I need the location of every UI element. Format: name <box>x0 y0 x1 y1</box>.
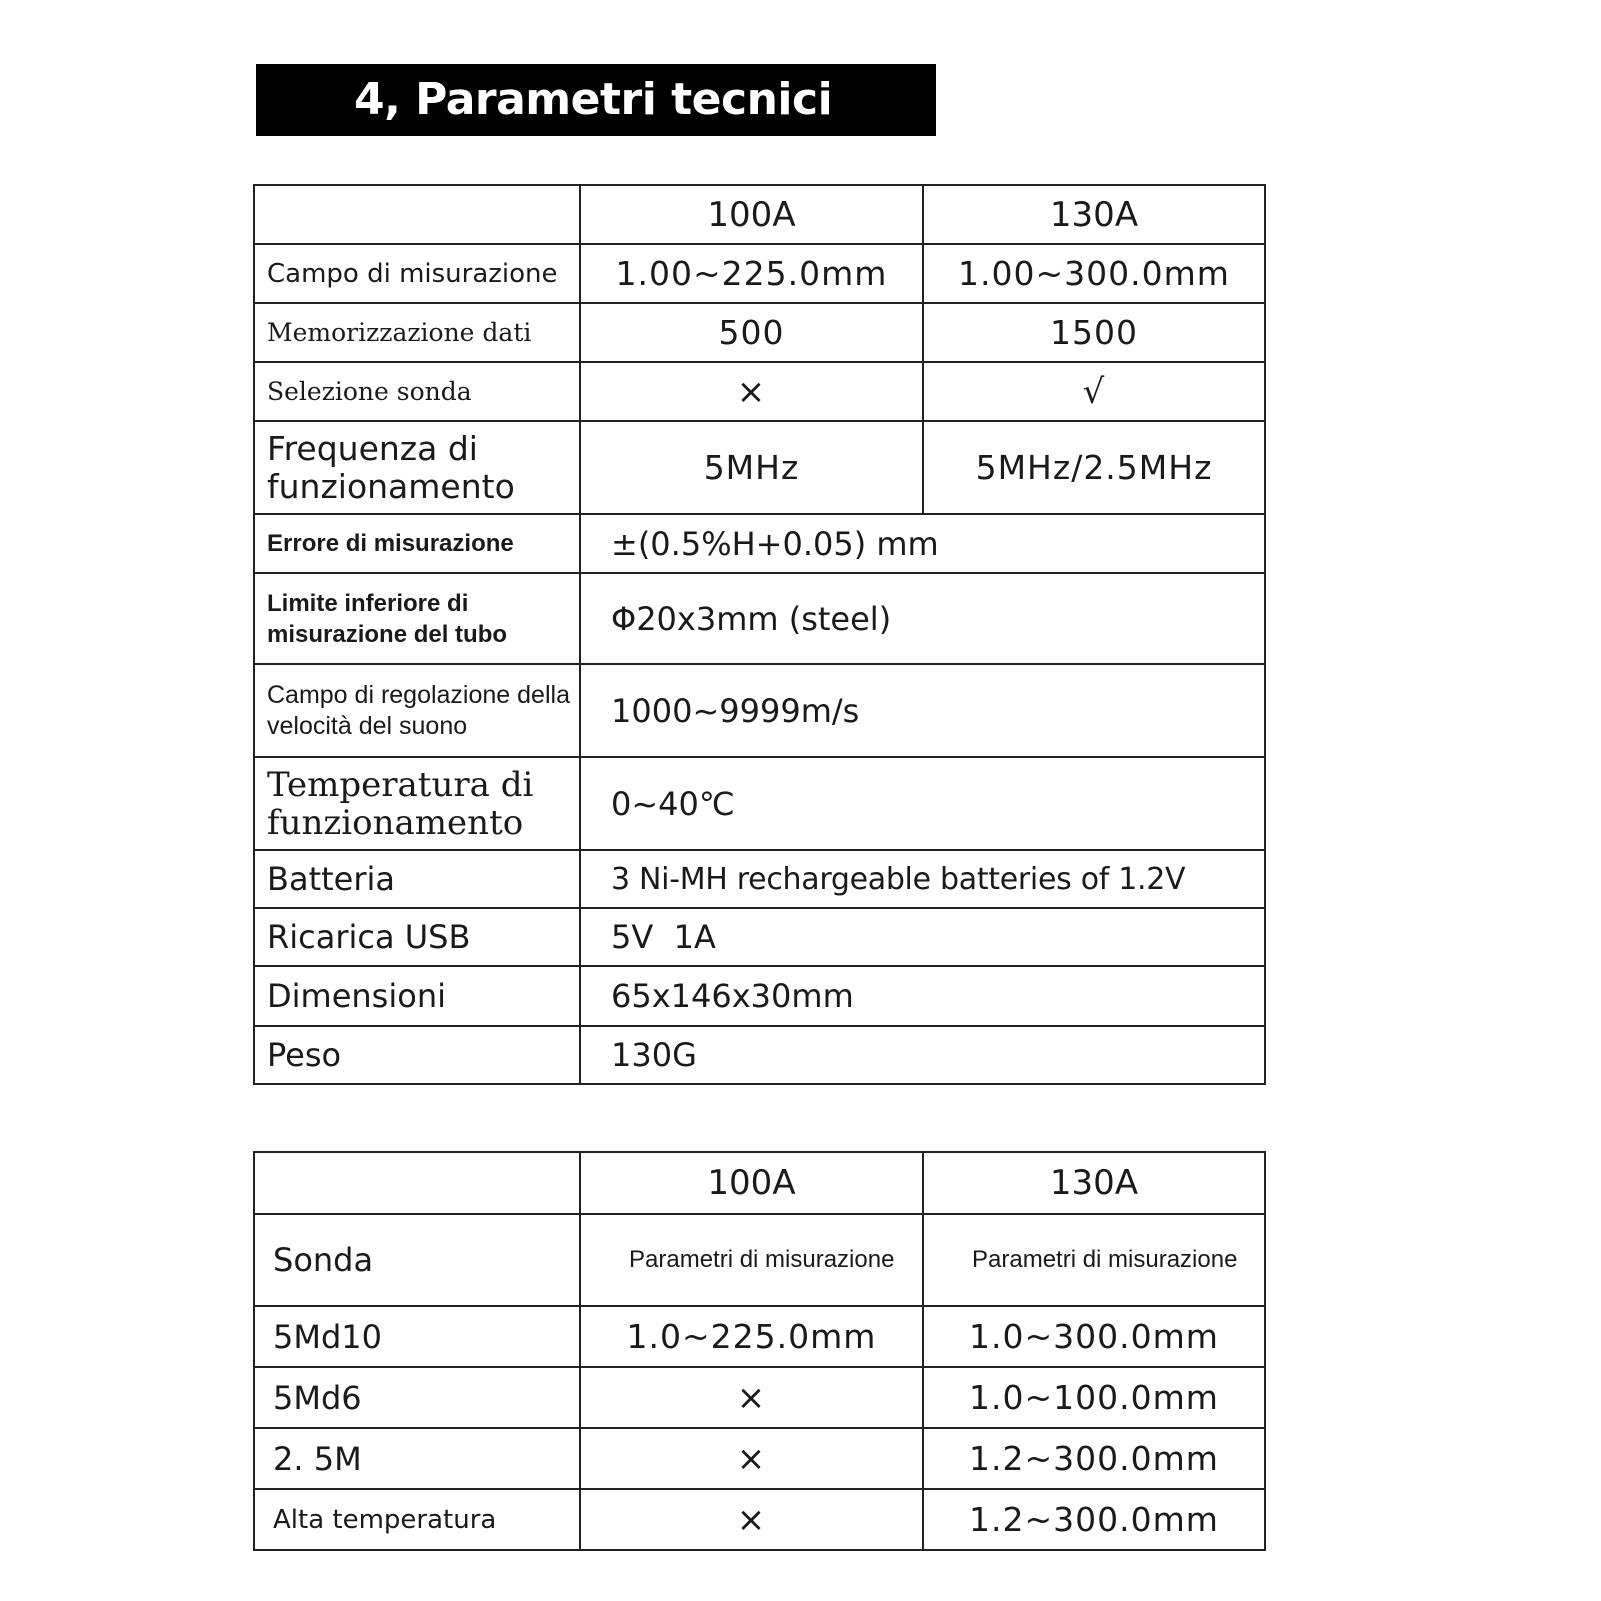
header-empty-cell <box>254 185 580 244</box>
table-row <box>254 303 1265 362</box>
table-row <box>254 1026 1265 1084</box>
row-label: Campo di misurazione <box>254 244 580 303</box>
cross-mark: × <box>580 1367 923 1428</box>
cell-value: ±(0.5%H+0.05) mm <box>580 514 1265 573</box>
header-130a: 130A <box>923 185 1265 244</box>
table-header-row <box>254 185 1265 244</box>
cell-value: 3 Ni-MH rechargeable batteries of 1.2V <box>580 850 1265 908</box>
cell-value: 5MHz <box>580 421 923 514</box>
table-subheader-row <box>254 1214 1265 1306</box>
subheader-cell: Parametri di misurazione <box>580 1214 923 1306</box>
cell-value: 1000~9999m/s <box>580 664 1265 757</box>
cell-value: 65x146x30mm <box>580 966 1265 1026</box>
table-row <box>254 1306 1265 1367</box>
row-label: Campo di regolazione della velocità del suono <box>254 664 580 757</box>
subheader-cell: Parametri di misurazione <box>923 1214 1265 1306</box>
cell-value: 5V 1A <box>580 908 1265 966</box>
cell-value: 1.2~300.0mm <box>923 1428 1265 1489</box>
cell-value: 1.2~300.0mm <box>923 1489 1265 1550</box>
cross-mark: × <box>580 1489 923 1550</box>
cell-value: Φ20x3mm (steel) <box>580 573 1265 664</box>
table-row <box>254 573 1265 664</box>
spec-table <box>253 184 1266 1085</box>
table-row <box>254 1367 1265 1428</box>
header-100a: 100A <box>580 1152 923 1214</box>
check-mark: √ <box>923 362 1265 421</box>
row-label: Alta temperatura <box>254 1489 580 1550</box>
table-row <box>254 757 1265 850</box>
table-header-row <box>254 1152 1265 1214</box>
row-label: Selezione sonda <box>254 362 580 421</box>
cell-value: 0~40℃ <box>580 757 1265 850</box>
cross-mark: × <box>580 1428 923 1489</box>
header-empty-cell <box>254 1152 580 1214</box>
row-label: Errore di misurazione <box>254 514 580 573</box>
row-label: Temperatura di funzionamento <box>254 757 580 850</box>
header-130a: 130A <box>923 1152 1265 1214</box>
row-label: 5Md6 <box>254 1367 580 1428</box>
row-label: Memorizzazione dati <box>254 303 580 362</box>
table-row <box>254 362 1265 421</box>
table-row <box>254 421 1265 514</box>
table-row <box>254 908 1265 966</box>
cell-value: 130G <box>580 1026 1265 1084</box>
table-row <box>254 664 1265 757</box>
table-row <box>254 1489 1265 1550</box>
table-row <box>254 966 1265 1026</box>
row-label: Limite inferiore di misurazione del tubo <box>254 573 580 664</box>
table-row <box>254 850 1265 908</box>
cell-value: 1.0~100.0mm <box>923 1367 1265 1428</box>
table-row <box>254 514 1265 573</box>
section-title: 4, Parametri tecnici <box>354 74 833 125</box>
table-row <box>254 1428 1265 1489</box>
cell-value: 1500 <box>923 303 1265 362</box>
row-label: Frequenza di funzionamento <box>254 421 580 514</box>
row-label: 5Md10 <box>254 1306 580 1367</box>
cell-value: 1.00~300.0mm <box>923 244 1265 303</box>
table-row <box>254 244 1265 303</box>
row-label: Ricarica USB <box>254 908 580 966</box>
row-label: Batteria <box>254 850 580 908</box>
row-label: Sonda <box>254 1214 580 1306</box>
probe-table <box>253 1151 1266 1551</box>
section-title-banner <box>256 64 936 136</box>
cross-mark: × <box>580 362 923 421</box>
cell-value: 5MHz/2.5MHz <box>923 421 1265 514</box>
header-100a: 100A <box>580 185 923 244</box>
cell-value: 500 <box>580 303 923 362</box>
cell-value: 1.0~225.0mm <box>580 1306 923 1367</box>
cell-value: 1.00~225.0mm <box>580 244 923 303</box>
row-label: Peso <box>254 1026 580 1084</box>
row-label: 2. 5M <box>254 1428 580 1489</box>
cell-value: 1.0~300.0mm <box>923 1306 1265 1367</box>
row-label: Dimensioni <box>254 966 580 1026</box>
